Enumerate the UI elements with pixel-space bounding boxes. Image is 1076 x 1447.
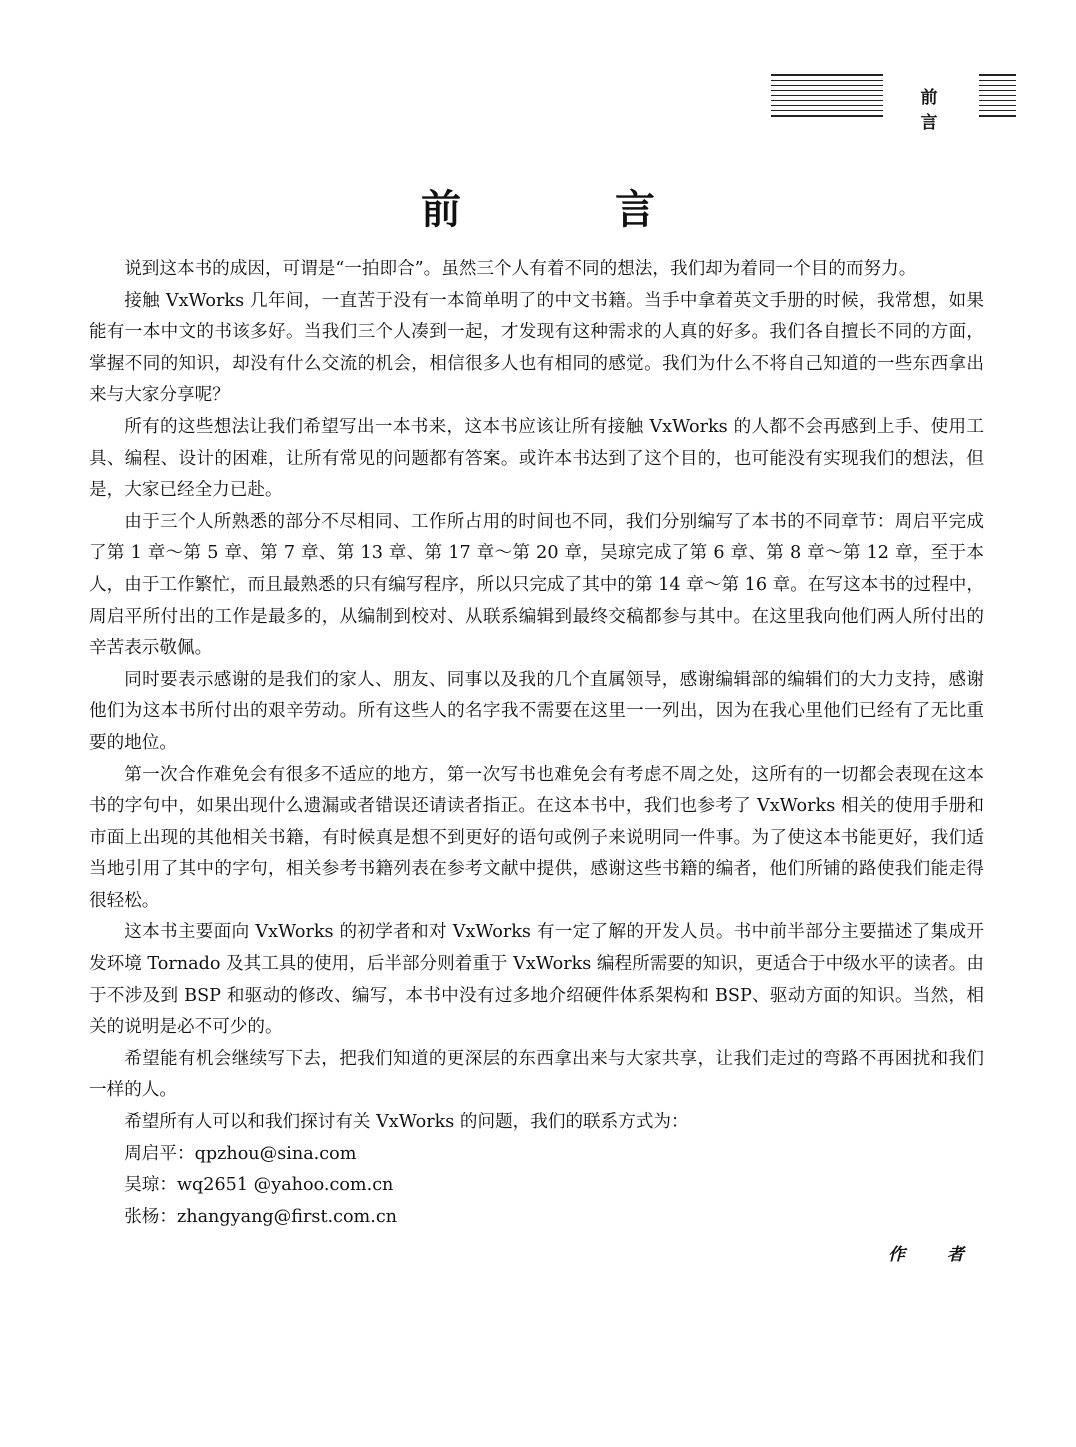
paragraph-6: 第一次合作难免会有很多不适应的地方，第一次写书也难免会有考虑不周之处，这所有的一切都会表现在这本书的字句中，如果出现什么遗漏或者错误还请读者指正。在这本书中，我们也参考了 VxWorks 相关的使用手册和市面上出现的其他相关书籍，有时候真是想不到更好的语句或例子来说明同一件事。为了使这本书能更好，我们适当地引用了其中的字句，相关参考书籍列表在参考文献中提供，感谢这些书籍的编者，他们所铺的路使我们能走得很轻松。 bbox=[89, 764, 984, 911]
preface-body bbox=[89, 254, 984, 1233]
paragraph-7: 这本书主要面向 VxWorks 的初学者和对 VxWorks 有一定了解的开发人员。书中前半部分主要描述了集成开发环境 Tornado 及其工具的使用，后半部分则着重于 VxWorks 编程所需要的知识，更适合于中级水平的读者。由于不涉及到 BSP 和驱动的修改、编写，本书中没有过多地介绍硬件体系架构和 BSP、驱动方面的知识。当然，相关的说明是必不可少的。 bbox=[89, 922, 984, 1038]
paragraph-5: 同时要表示感谢的是我们的家人、朋友、同事以及我的几个直属领导，感谢编辑部的编辑们的大力支持，感谢他们为这本书所付出的艰辛劳动。所有这些人的名字我不需要在这里一一列出，因为在我心里他们已经有了无比重要的地位。 bbox=[89, 669, 984, 753]
running-header bbox=[771, 74, 1016, 133]
header-label: 前 言 bbox=[920, 88, 956, 133]
contact-zhou: 周启平：qpzhou@sina.com bbox=[124, 1143, 357, 1164]
header-rule-left bbox=[771, 74, 883, 118]
paragraph-3: 所有的这些想法让我们希望写出一本书来，这本书应该让所有接触 VxWorks 的人都不会再感到上手、使用工具、编程、设计的困难，让所有常见的问题都有答案。或许本书达到了这个目的，也可能没有实现我们的想法，但是，大家已经全力已赴。 bbox=[89, 416, 984, 501]
paragraph-9: 希望所有人可以和我们探讨有关 VxWorks 的问题，我们的联系方式为： bbox=[124, 1112, 689, 1133]
page-title: 前 言 bbox=[421, 186, 725, 233]
paragraph-1: 说到这本书的成因，可谓是“一拍即合”。虽然三个人有着不同的想法，我们却为着同一个目的而努力。 bbox=[124, 259, 917, 279]
author-signature: 作 者 bbox=[888, 1245, 982, 1265]
paragraph-8: 希望能有机会继续写下去，把我们知道的更深层的东西拿出来与大家共享，让我们走过的弯路不再困扰和我们一样的人。 bbox=[89, 1048, 984, 1101]
contact-wu: 吴琼：wq2651 @yahoo.com.cn bbox=[124, 1175, 394, 1196]
contact-zhang: 张杨：zhangyang@first.com.cn bbox=[124, 1206, 398, 1227]
paragraph-4: 由于三个人所熟悉的部分不尽相同、工作所占用的时间也不同，我们分别编写了本书的不同章节：周启平完成了第 1 章～第 5 章、第 7 章、第 13 章、第 17 章～第 20 章，吴琼完成了第 6 章、第 8 章～第 12 章，至于本人，由于工作繁忙，而且最熟悉的只有编写程序，所以只完成了其中的第 14 章～第 16 章。在写这本书的过程中，周启平所付出的工作是最多的，从编制到校对、从联系编辑到最终交稿都参与其中。在这里我向他们两人所付出的辛苦表示敬佩。 bbox=[89, 511, 984, 659]
paragraph-2: 接触 VxWorks 几年间，一直苦于没有一本简单明了的中文书籍。当手中拿着英文手册的时候，我常想，如果能有一本中文的书该多好。当我们三个人凑到一起，才发现有这种需求的人真的好多。我们各自擅长不同的方面，掌握不同的知识，却没有什么交流的机会，相信很多人也有相同的感觉。我们为什么不将自己知道的一些东西拿出来与大家分享呢？ bbox=[89, 290, 984, 406]
header-rule-right bbox=[979, 74, 1016, 118]
